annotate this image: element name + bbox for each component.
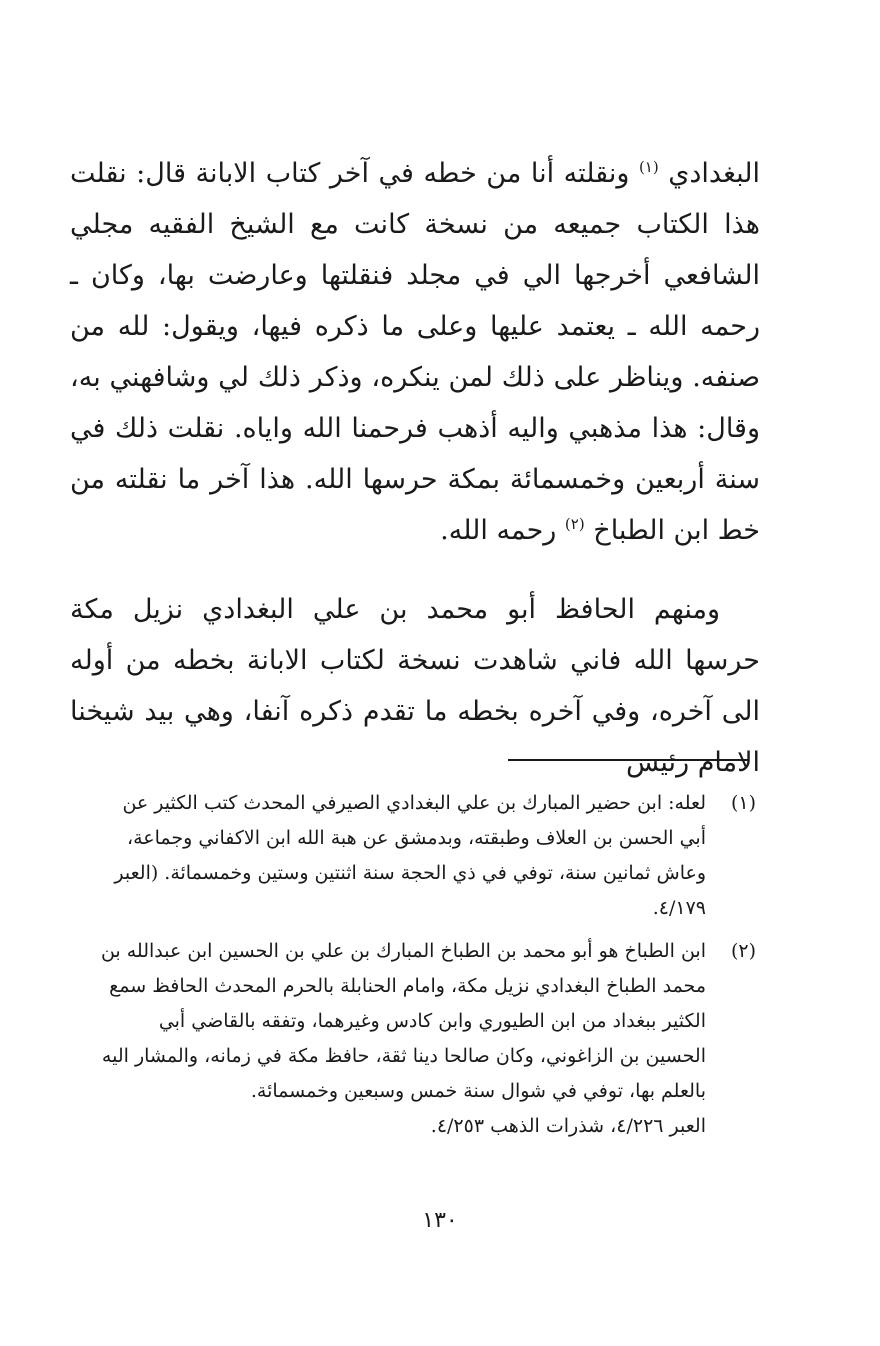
footnote-line: وعاش ثمانين سنة، توفي في ذي الحجة سنة اثنتين وستين وخمسمائة. (العبر (114, 862, 706, 884)
footnote-1-marker: (١) (730, 792, 756, 814)
footnote-2-marker: (٢) (730, 940, 756, 962)
footnote-line: الحسين بن الزاغوني، وكان صالحا دينا ثقة، حافظ مكة في زمانه، والمشار اليه (101, 1045, 706, 1067)
footnote-2 (76, 934, 756, 1144)
paragraph-1-end: رحمه الله. (440, 515, 557, 546)
footnote-line: لعله: ابن حضير المبارك بن علي البغدادي الصيرفي المحدث كتب الكثير عن (122, 792, 706, 814)
footnote-line: ٤/١٧٩. (652, 897, 706, 919)
footnote-line: أبي الحسن بن العلاف وطبقته، وبدمشق عن هبة الله ابن الاكفاني وجماعة، (126, 827, 706, 849)
page-number: ١٣٠ (422, 1208, 458, 1233)
footnote-1 (76, 786, 756, 926)
footnote-line: بالعلم بها، توفي في شوال سنة خمس وسبعين وخمسمائة. (250, 1080, 706, 1102)
footnote-ref-2: (٢) (564, 515, 585, 533)
main-text (70, 148, 760, 788)
paragraph-1-middle: ونقلته أنا من خطه في آخر كتاب الابانة قال: نقلت هذا الكتاب جميعه من نسخة كانت مع الشيخ الفقيه مجلي الشافعي أخرجها الي في مجلد فنقلتها وعارضت بها، وكان ـ رحمه الله ـ يعتمد عليها وعلى ما ذكره فيها، ويقول: لله من صنفه. ويناظر على ذلك لمن ينكره، وذكر ذلك لي وشافهني به، وقال: هذا مذهبي واليه أذهب فرحمنا الله واياه. نقلت ذلك في سنة أربعين وخمسمائة بمكة حرسها الله. هذا آخر ما نقلته من خط ابن الطباخ (70, 158, 760, 546)
footnote-line: العبر ٤/٢٢٦، شذرات الذهب ٤/٢٥٣. (430, 1115, 706, 1137)
footnote-line: الكثير ببغداد من ابن الطيوري وابن كادس وغيرهما، وتفقه بالقاضي أبي (158, 1010, 706, 1032)
footnote-line: ابن الطباخ هو أبو محمد بن الطباخ المبارك بن علي بن الحسين ابن عبدالله بن (100, 940, 706, 962)
paragraph-1 (70, 148, 760, 556)
paragraph-2: ومنهم الحافظ أبو محمد بن علي البغدادي نزيل مكة حرسها الله فاني شاهدت نسخة لكتاب الابانة بخطه من أوله الى آخره، وفي آخره بخطه ما تقدم ذكره آنفا، وهي بيد شيخنا الامام رئيس (70, 594, 760, 778)
footnote-line: محمد الطباخ البغدادي نزيل مكة، وامام الحنابلة بالحرم المحدث الحافظ سمع (109, 975, 706, 997)
footnote-separator (508, 759, 748, 761)
footnotes (76, 786, 756, 1152)
footnote-ref-1: (١) (638, 158, 659, 176)
footnote-2-text (76, 934, 706, 1144)
paragraph-1-start: البغدادي (668, 158, 760, 189)
footnote-1-text (76, 786, 706, 926)
